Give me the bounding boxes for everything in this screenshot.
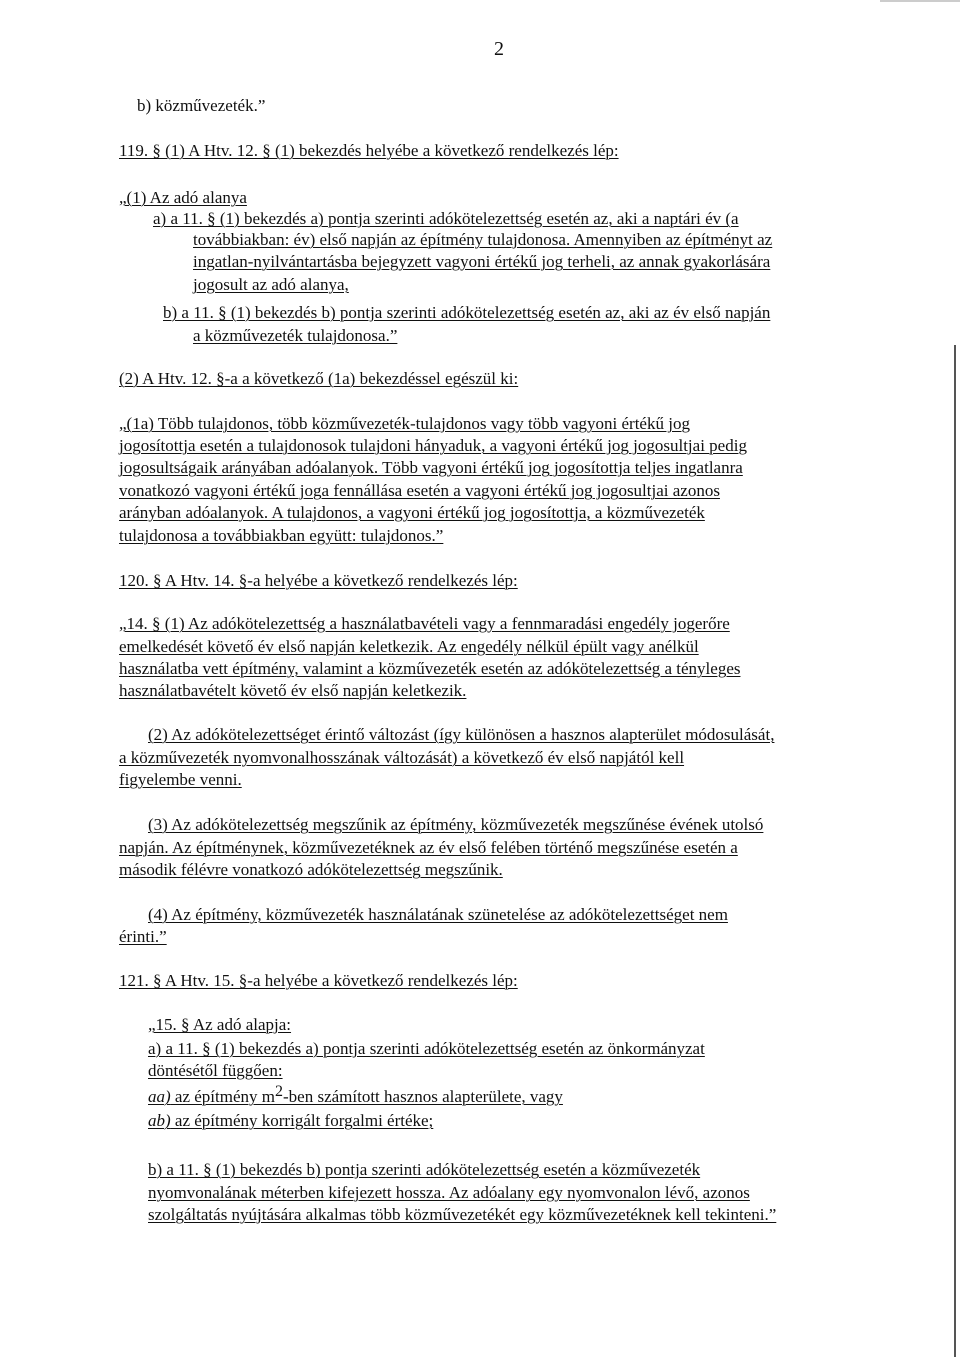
doc-line: döntésétől függően: [148, 1061, 283, 1080]
section-heading-120: 120. § A Htv. 14. §-a helyébe a következő rendelkezés lép: [119, 571, 518, 590]
doc-line: érinti.” [119, 927, 167, 946]
doc-line: (4) Az építmény, közművezeték használatának szünetelése az adókötelezettséget nem [148, 905, 728, 924]
section-heading-121: 121. § A Htv. 15. §-a helyébe a következő rendelkezés lép: [119, 971, 518, 990]
doc-line: „15. § Az adó alapja: [148, 1015, 292, 1034]
doc-line: (2) Az adókötelezettséget érintő változást (így különösen a hasznos alapterület módosulását, [148, 725, 775, 744]
doc-line: emelkedését követő év első napján keletkezik. Az engedély nélkül épült vagy anélkül [119, 637, 699, 656]
doc-line: napján. Az építménynek, közművezetéknek az év első felében történő megszűnése esetén a [119, 838, 738, 857]
justified-line [119, 414, 873, 433]
doc-line: a közművezeték nyomvonalhosszának változását) a következő év első napjától kell [119, 748, 685, 767]
doc-line: a) a 11. § (1) bekezdés a) pontja szerinti adókötelezettség esetén az, aki a naptári év (a [153, 209, 739, 228]
item-label-ab: ab) [148, 1111, 171, 1130]
doc-line: „(1) Az adó alanya [119, 188, 247, 207]
doc-line-ab: ab) az építmény korrigált forgalmi értéke; [148, 1111, 434, 1130]
doc-line: a közművezeték tulajdonosa.” [193, 326, 398, 345]
superscript-2: 2 [275, 1083, 283, 1100]
doc-line: „14. § (1) Az adókötelezettség a használatbavételi vagy a fennmaradási engedély jogerőre [119, 614, 730, 633]
doc-line: jogosítottja esetén a tulajdonosok tulajdoni hányaduk, a vagyoni értékű jog jogosultjai pedig [119, 436, 747, 455]
doc-line: továbbiakban: év) első napján az építmény tulajdonosa. Amennyiben az építményt az [193, 230, 773, 249]
doc-line: második félévre vonatkozó adókötelezettség megszűnik. [119, 860, 503, 879]
doc-line: használatbavételt követő év első napján keletkezik. [119, 681, 467, 700]
doc-line: figyelembe venni. [119, 770, 242, 789]
scan-top-mark [880, 0, 960, 2]
item-label-aa: aa) [148, 1087, 171, 1106]
section-heading-119: 119. § (1) A Htv. 12. § (1) bekezdés helyébe a következő rendelkezés lép: [119, 141, 619, 160]
doc-line: tulajdonosa a továbbiakban együtt: tulajdonos.” [119, 526, 444, 545]
doc-line: ingatlan-nyilvántartásba bejegyzett vagyoni értékű jog terheli, az annak gyakorlására [193, 252, 771, 271]
doc-line: b) a 11. § (1) bekezdés b) pontja szerinti adókötelezettség esetén a közművezeték [148, 1160, 701, 1179]
doc-line: a) a 11. § (1) bekezdés a) pontja szerinti adókötelezettség esetén az önkormányzat [148, 1039, 705, 1058]
doc-line: nyomvonalának méterben kifejezett hossza. Az adóalany egy nyomvonalon lévő, azonos [148, 1183, 750, 1202]
doc-line: vonatkozó vagyoni értékű joga fennállása esetén a vagyoni értékű jog jogosultjai azonos [119, 481, 720, 500]
doc-line: szolgáltatás nyújtására alkalmas több közművezetékét egy közművezetéknek kell tekinteni.” [148, 1205, 777, 1224]
section-heading-2: (2) A Htv. 12. §-a a következő (1a) bekezdéssel egészül ki: [119, 369, 519, 388]
scan-page-edge [954, 345, 956, 1357]
doc-line: használatba vett építmény, valamint a közművezeték esetén az adókötelezettség a tényleges [119, 659, 741, 678]
doc-line: arányban adóalanyok. A tulajdonos, a vagyoni értékű jog jogosítottja, a közművezeték [119, 503, 705, 522]
doc-line: b) közművezeték.” [137, 96, 266, 115]
doc-line-aa: aa) az építmény $m^2$-ben számított hasznos alapterülete, vagy [148, 1083, 563, 1106]
line-text: „(1a) Több tulajdonos, több közművezeték-tulajdonos vagy több vagyoni értékű jog [119, 414, 690, 433]
doc-line: jogosult az adó alanya, [193, 275, 349, 294]
doc-line: jogosultságaik arányában adóalanyok. Több vagyoni értékű jog jogosítottja teljes ingatlanra [119, 458, 743, 477]
page-number: 2 [494, 38, 504, 60]
doc-line: b) a 11. § (1) bekezdés b) pontja szerinti adókötelezettség esetén az, aki az év első napján [163, 303, 771, 322]
doc-line: (3) Az adókötelezettség megszűnik az építmény, közművezeték megszűnése évének utolsó [148, 815, 764, 834]
